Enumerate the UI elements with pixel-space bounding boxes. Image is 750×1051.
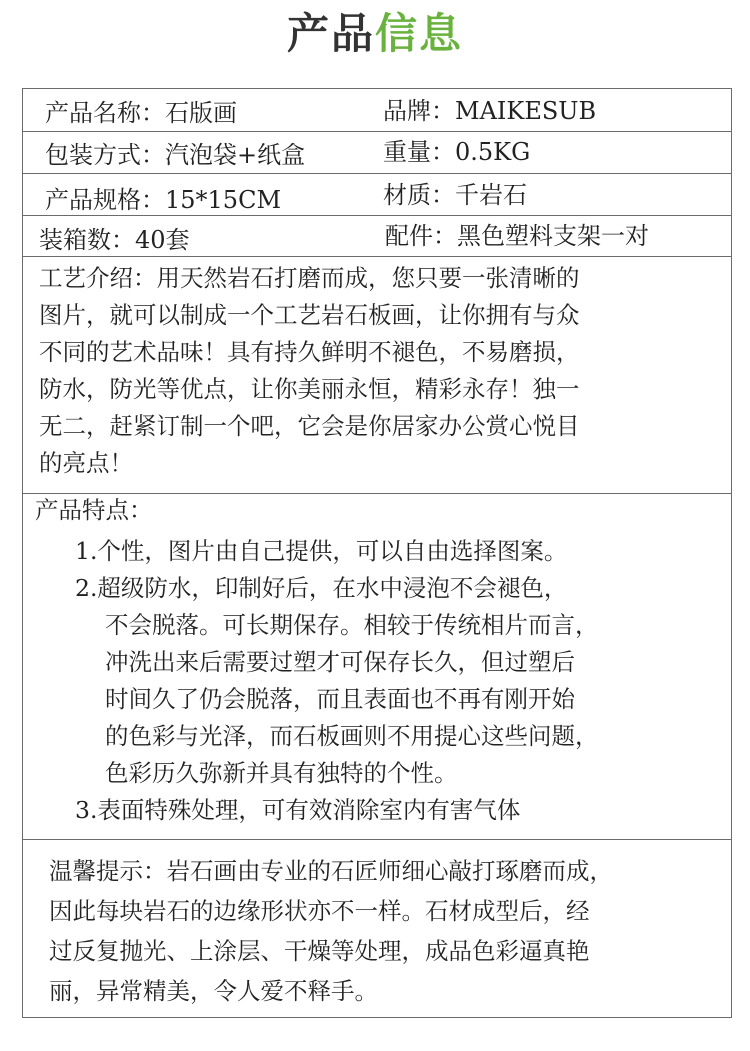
- craft-line: 的亮点！: [39, 449, 133, 477]
- feature-item: 1.个性，图片由自己提供，可以自由选择图案。: [75, 537, 568, 565]
- spec-brand: 品牌：MAIKESUB: [383, 97, 597, 125]
- spec-material: 材质：千岩石: [383, 181, 527, 209]
- craft-intro: [39, 260, 580, 482]
- tips-line: 温馨提示：岩石画由专业的石匠师细心敲打琢磨而成，: [49, 857, 613, 885]
- craft-line: 无二，赶紧订制一个吧，它会是你居家办公赏心悦目: [39, 412, 580, 440]
- spec-product-name: 产品名称：石版画: [45, 99, 237, 127]
- feature-item: 2.超级防水，印制好后，在水中浸泡不会褪色，: [75, 574, 568, 602]
- title-green-part: 信息: [375, 9, 464, 58]
- features-list: [75, 533, 599, 829]
- spec-weight: 重量：0.5KG: [383, 138, 531, 166]
- section-divider: [23, 256, 731, 257]
- craft-line: 不同的艺术品味！具有持久鲜明不褪色，不易磨损，: [39, 338, 580, 366]
- feature-continuation: 的色彩与光泽，而石板画则不用提心这些问题，: [105, 722, 599, 750]
- craft-line: 工艺介绍：用天然岩石打磨而成，您只要一张清晰的: [39, 264, 580, 292]
- spec-size: 产品规格：15*15CM: [45, 186, 282, 214]
- tips-line: 因此每块岩石的边缘形状亦不一样。石材成型后，经: [49, 897, 590, 925]
- spec-box-quantity: 装箱数：40套: [39, 226, 190, 254]
- feature-continuation: 时间久了仍会脱落，而且表面也不再有刚开始: [105, 685, 575, 713]
- row-divider: [23, 131, 731, 132]
- row-divider: [23, 215, 731, 216]
- tips-line: 过反复抛光、上涂层、干燥等处理，成品色彩逼真艳: [49, 937, 590, 965]
- spec-accessory: 配件：黑色塑料支架一对: [385, 222, 649, 250]
- info-table: [22, 88, 732, 1018]
- feature-continuation: 色彩历久弥新并具有独特的个性。: [105, 759, 458, 787]
- spec-packaging: 包装方式：汽泡袋+纸盒: [45, 141, 306, 169]
- feature-continuation: 不会脱落。可长期保存。相较于传统相片而言，: [105, 611, 599, 639]
- tips-line: 丽，异常精美，令人爱不释手。: [49, 977, 378, 1005]
- page-title: [0, 6, 750, 62]
- feature-item: 3.表面特殊处理，可有效消除室内有害气体: [75, 796, 521, 824]
- feature-continuation: 冲洗出来后需要过塑才可保存长久，但过塑后: [105, 648, 575, 676]
- craft-line: 防水，防光等优点，让你美丽永恒，精彩永存！独一: [39, 375, 580, 403]
- features-heading: 产品特点：: [35, 496, 153, 524]
- tips-section: [49, 851, 613, 1011]
- section-divider: [23, 839, 731, 840]
- craft-line: 图片，就可以制成一个工艺岩石板画，让你拥有与众: [39, 301, 580, 329]
- row-divider: [23, 173, 731, 174]
- title-dark-part: 产品: [286, 9, 375, 58]
